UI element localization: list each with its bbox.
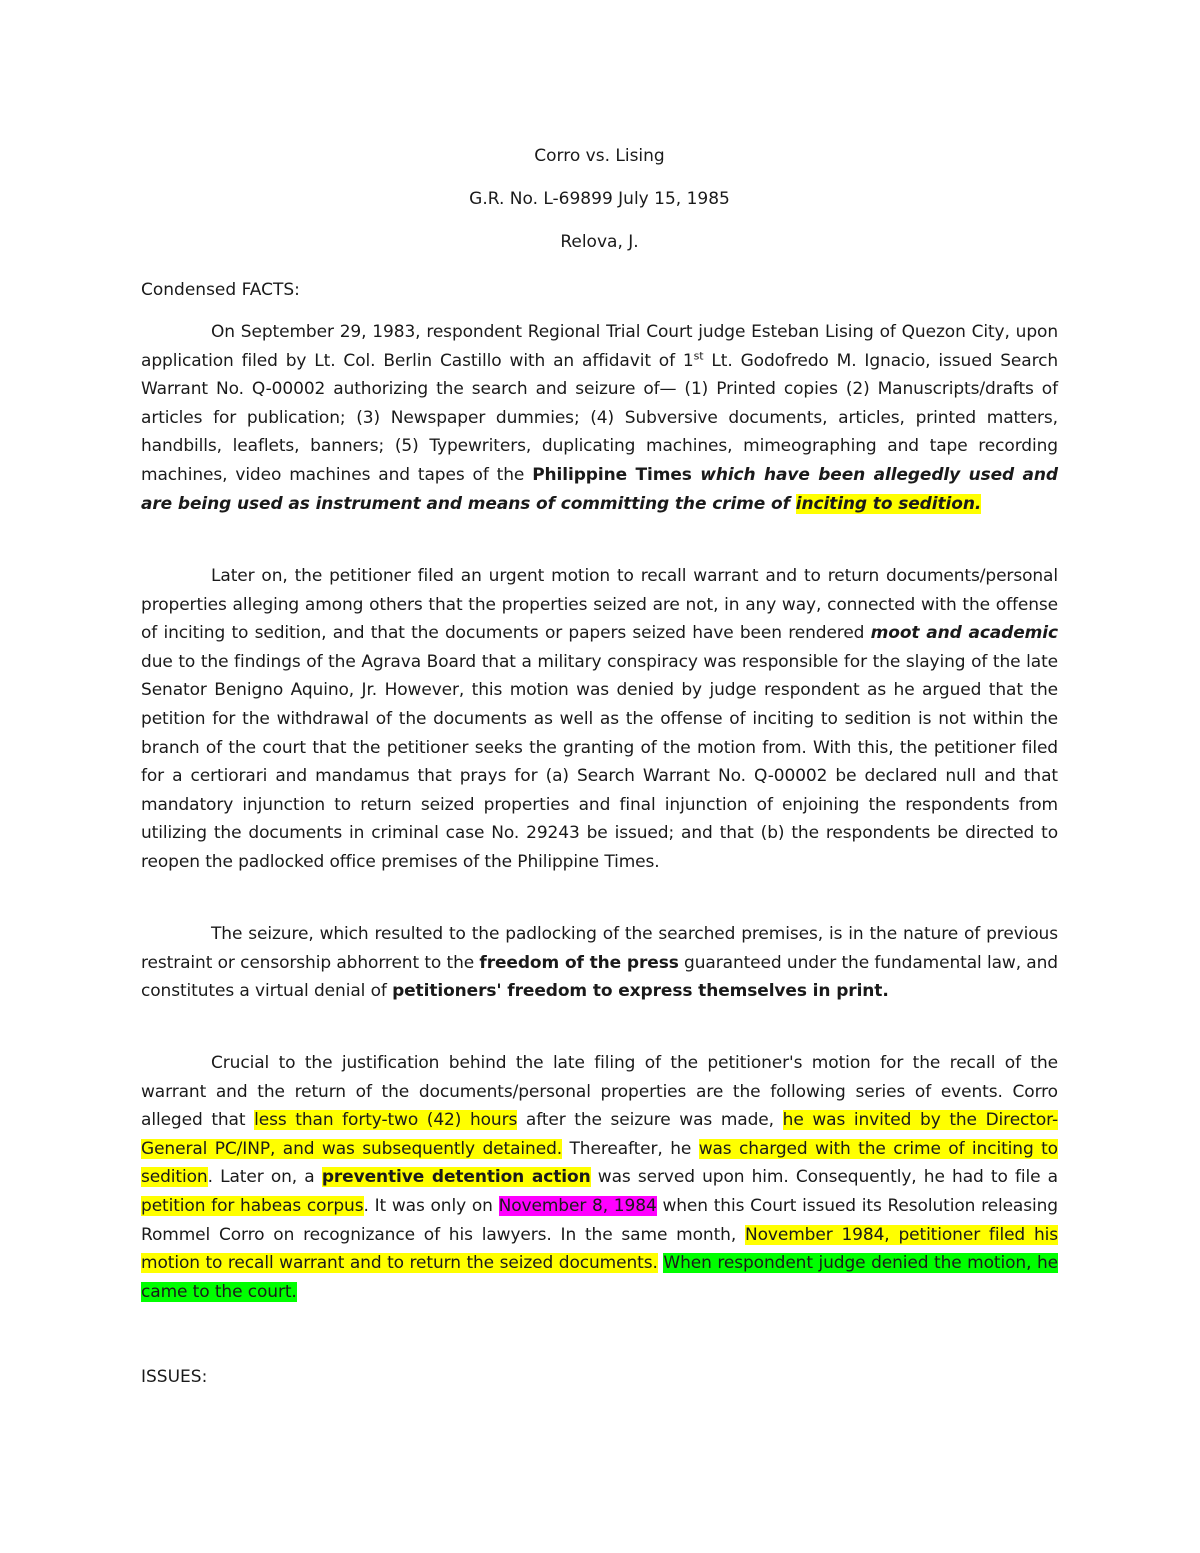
- p3-freedom-press: freedom of the press: [479, 952, 679, 973]
- p4-highlight-hours: less than forty-two (42) hours: [254, 1110, 518, 1131]
- p4-text-3: Thereafter, he: [562, 1138, 699, 1159]
- p3-freedom-express: petitioners' freedom to express themselves in print.: [392, 981, 889, 1002]
- p1-bold-italic-phrase: which have been allegedly used and are being used as instrument and means of committing the crime of: [141, 464, 1058, 514]
- p2-text-1: Later on, the petitioner filed an urgent motion to recall warrant and to return documents/personal properties alleging among others that the properties seized are not, in any way, connected with the offense of inciting to sedition, and that the documents or papers seized have been rendered: [141, 566, 1058, 644]
- facts-heading: Condensed FACTS:: [141, 280, 300, 300]
- gr-number: G.R. No. L-69899 July 15, 1985: [469, 189, 730, 209]
- p1-text-1: On September 29, 1983, respondent Regional Trial Court judge Esteban Lising of Quezon City, upon application filed by Lt. Col. Berlin Castillo with an affidavit of 1: [141, 322, 1058, 371]
- facts-paragraph-1: [141, 318, 1058, 518]
- p4-highlight-date: November 8, 1984: [498, 1195, 657, 1216]
- p4-text-5: was served upon him. Consequently, he had to file a: [590, 1167, 1058, 1188]
- facts-paragraph-2: [141, 562, 1058, 877]
- p4-highlight-motion: November 1984, petitioner filed his motion to recall warrant and to return the seized documents.: [141, 1224, 1059, 1274]
- p4-highlight-court: When respondent judge denied the motion, he came to the court.: [141, 1253, 1058, 1302]
- p1-period: .: [974, 493, 982, 514]
- issues-heading: ISSUES:: [141, 1367, 208, 1387]
- p3-text-1: The seizure, which resulted to the padlocking of the searched premises, is in the nature of previous restraint or censorship abhorrent to the: [141, 924, 1058, 973]
- p1-highlight-inciting: inciting to sedition: [795, 493, 975, 514]
- p4-text-1: Crucial to the justification behind the late filing of the petitioner's motion for the recall of the warrant and the return of the documents/personal properties are the following series of events. Corro alleged that: [141, 1053, 1058, 1131]
- p4-text-6: . It was only on: [363, 1195, 499, 1216]
- p4-highlight-charged: was charged with the crime of inciting to sedition: [141, 1138, 1058, 1188]
- p1-superscript: st: [693, 348, 704, 362]
- ponente: Relova, J.: [560, 232, 639, 252]
- p4-highlight-invited: he was invited by the Director-General PC/INP, and was subsequently detained.: [141, 1110, 1059, 1159]
- case-title: Corro vs. Lising: [534, 146, 665, 166]
- p4-highlight-preventive: preventive detention action: [321, 1167, 591, 1188]
- p1-text-2: Lt. Godofredo M. Ignacio, issued Search Warrant No. Q-00002 authorizing the search and seizure of— (1) Printed copies (2) Manuscripts/drafts of articles for publication; (3) Newspaper dummies; (4) Subversive documents, articles, printed matters, handbills, leaflets, banners; (5) Typewriters, duplicating machines, mimeographing and tape recording machines, video machines and tapes of the: [141, 350, 1059, 485]
- p4-text-4: . Later on, a: [207, 1167, 322, 1188]
- facts-paragraph-3: [141, 920, 1058, 1006]
- p2-moot-academic: moot and academic: [870, 623, 1058, 644]
- facts-paragraph-4: [141, 1049, 1058, 1306]
- p1-bold-phrase: Philippine Times: [532, 464, 692, 485]
- p4-text-2: after the seizure was made,: [517, 1110, 783, 1131]
- p2-text-2: due to the findings of the Agrava Board that a military conspiracy was responsible for the slaying of the late Senator Benigno Aquino, Jr. However, this motion was denied by judge respondent as he argued that the petition for the withdrawal of the documents as well as the offense of inciting to sedition is not within the branch of the court that the petitioner seeks the granting of the motion from. With this, the petitioner filed for a certiorari and mandamus that prays for (a) Search Warrant No. Q-00002 be declared null and that mandatory injunction to return seized properties and final injunction of enjoining the respondents from utilizing the documents in criminal case No. 29243 be issued; and that (b) the respondents be directed to reopen the padlocked office premises of the Philippine Times.: [141, 651, 1058, 872]
- p4-text-7: when this Court issued its Resolution releasing Rommel Corro on recognizance of his lawyers. In the same month,: [141, 1195, 1058, 1245]
- p4-highlight-habeas: petition for habeas corpus: [141, 1195, 364, 1216]
- p3-text-2: guaranteed under the fundamental law, and constitutes a virtual denial of: [141, 952, 1058, 1002]
